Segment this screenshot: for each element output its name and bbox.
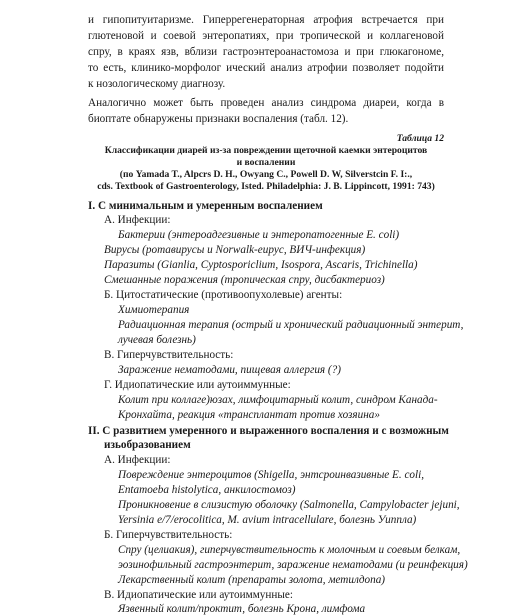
subsection-heading: Г. Идиопатические или аутоиммунные: [104, 379, 291, 391]
table-title: и воспалении [236, 157, 296, 168]
list-item: Химиотерапия [118, 304, 190, 316]
list-item: Радиационная терапия (острый и хронический радиационный энтерит, [118, 319, 464, 331]
list-item: Лекарственный колит (препараты золота, метилдопа) [118, 574, 386, 586]
paragraph-line: Аналогично может быть проведен анализ синдрома диареи, когда в [88, 97, 444, 109]
list-item: Бактерии (энтероадгезивные и энтеропатогенные E. coli) [118, 229, 400, 241]
table-source: (по Yamada T., Alpcrs D. H., Owyang C., Powell D. W, Silverstcin F. I:., [119, 169, 413, 180]
section-heading: I. С минимальным и умеренным воспалением [88, 200, 323, 212]
list-item: Смешанные поражения (тропическая спру, дисбактериоз) [104, 274, 385, 286]
table-source: cds. Textbook of Gastroenterology, Isted. Philadelphia: J. B. Lippincott, 1991: 743) [97, 181, 435, 192]
list-item: Проникновение в слизистую оболочку (Salmonella, Campylobacter jejuni, [118, 499, 460, 511]
list-item: Повреждение энтероцитов (Shigella, энтсроинвазивные E. coli, [118, 469, 425, 481]
paragraph-line: спру, в краях язв, вблизи гастроэнтероанастомоза и при глюкагономе, [88, 46, 444, 58]
list-item: Entamoeba histolytica, анкилостомоз) [118, 484, 296, 496]
list-item: Паразиты (Gianlia, Cyptosporiclium, Isospora, Ascaris, Trichinella) [104, 259, 418, 271]
subsection-heading: А. Инфекции: [104, 454, 171, 466]
subsection-heading: А. Инфекции: [104, 214, 171, 226]
list-item: эозинофильный гастроэнтерит, заражение нематодами (и реинфекция) [118, 559, 468, 571]
list-item: Yersinia e/7/erocolitica, M. avium intracellulare, болезнь Уиппла) [118, 514, 417, 526]
paragraph-line: к нозологическому диагнозу. [88, 78, 226, 90]
subsection-heading: Б. Цитостатические (противоопухолевые) агенты: [104, 289, 343, 301]
paragraph-line: биоптате обнаружены признаки воспаления (табл. 12). [88, 113, 349, 125]
table-label: Таблица 12 [396, 133, 444, 144]
list-item: лучевая болезнь) [118, 334, 196, 346]
subsection-heading: Б. Гиперчувствительность: [104, 529, 233, 541]
table-title: Классификации диарей из-за повреждении щеточной каемки энтероцитов [104, 145, 428, 156]
list-item: Заражение нематодами, пищевая аллергия (?) [118, 364, 341, 376]
section-heading: II. С развитием умеренного и выраженного воспаления и с возможным [88, 425, 449, 437]
subsection-heading: В. Идиопатические или аутоиммунные: [104, 589, 293, 601]
list-item: Вирусы (ротавирусы и Norwalk-eupyc, ВИЧ-инфекция) [104, 244, 366, 256]
list-item: Спру (целиакия), гиперчувствительность к молочным и соевым белкам, [118, 544, 461, 556]
list-item: Кронхайта, реакция «трансплантат против хозяина» [118, 409, 380, 421]
paragraph-line: то есть, клинико-морфолог ический анализ атрофии позволяет подойти [88, 62, 444, 74]
list-item: Язвенный колит/проктит, болезнь Крона, лимфома [118, 603, 366, 615]
section-heading: изьобразованием [104, 439, 191, 451]
list-item: Колит при коллаге)юзах, лимфоцитарный колит, синдром Канада- [118, 394, 438, 406]
paragraph-line: и гипопитуитаризме. Гиперрегенераторная атрофия встречается при [88, 14, 444, 26]
paragraph-line: глютеновой и соевой энтеропатиях, при тропической и коллагеновой [88, 30, 444, 42]
subsection-heading: В. Гиперчувствительность: [104, 349, 234, 361]
